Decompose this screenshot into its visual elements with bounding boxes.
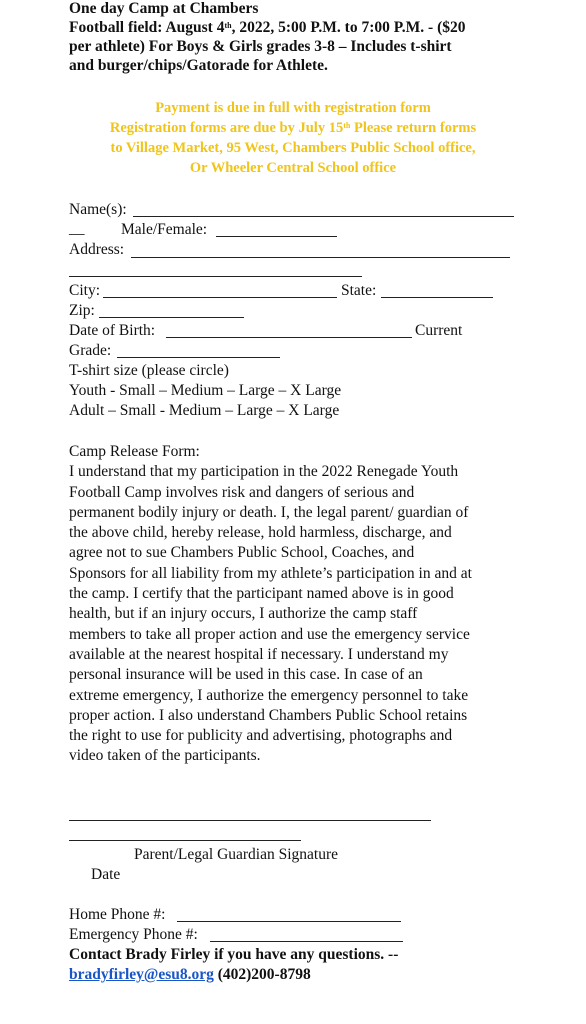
release-line: the right to use for publicity and advertising, photographs and: [69, 727, 453, 745]
home-phone-label: Home Phone #:: [69, 906, 166, 923]
release-line: health, but if an injury occurs, I authorize the camp staff: [69, 605, 418, 623]
camp-title: One day Camp at Chambers: [69, 0, 259, 17]
address-field-line-2[interactable]: [69, 276, 362, 277]
payment-notice-3: to Village Market, 95 West, Chambers Public School office,: [110, 140, 476, 156]
emergency-phone-field[interactable]: [210, 941, 403, 942]
address-field[interactable]: [131, 257, 510, 258]
state-label: State:: [341, 282, 377, 299]
release-line: proper action. I also understand Chambers Public School retains: [69, 706, 468, 724]
grade-field[interactable]: [117, 357, 280, 358]
zip-label: Zip:: [69, 302, 95, 319]
release-line: I understand that my participation in the 2022 Renegade Youth: [69, 463, 459, 481]
state-field[interactable]: [381, 297, 493, 298]
dob-field[interactable]: [166, 337, 412, 338]
payment-notice-2: [0, 118, 586, 138]
male-female-label: Male/Female:: [121, 221, 208, 238]
camp-time-text: , 2022, 5:00 P.M. to 7:00 P.M. - ($20: [231, 19, 466, 36]
deadline-ordinal: th: [343, 121, 351, 130]
release-section: [69, 442, 529, 767]
release-line: members to take all proper action and use the emergency service: [69, 625, 470, 643]
payment-notice-1: Payment is due in full with registration form: [155, 100, 431, 116]
release-line: video taken of the participants.: [69, 747, 261, 765]
release-line: the above child, hereby release, hold harmless, discharge, and: [69, 524, 452, 542]
names-label: Name(s):: [69, 201, 127, 218]
address-label: Address:: [69, 241, 125, 258]
deadline-text: Registration forms are due by July 15: [109, 120, 344, 136]
date-ordinal: th: [224, 21, 232, 30]
email-link[interactable]: bradyfirley@esu8.org: [69, 966, 214, 983]
home-phone-field[interactable]: [177, 921, 401, 922]
date-field[interactable]: [69, 840, 301, 841]
date-label: Date: [91, 866, 121, 883]
release-line: Football Camp involves risk and dangers of serious and: [69, 483, 415, 501]
names-field[interactable]: [133, 216, 514, 217]
camp-details-line-2: per athlete) For Boys & Girls grades 3-8 – Includes t-shirt: [69, 38, 452, 55]
contact-text: Contact Brady Firley if you have any questions. --: [69, 946, 399, 963]
signature-label: Parent/Legal Guardian Signature: [134, 846, 339, 863]
tshirt-label: T-shirt size (please circle): [69, 362, 229, 379]
grade-label: Grade:: [69, 342, 112, 359]
release-line: extreme emergency, I authorize the emergency personnel to take: [69, 686, 469, 704]
male-female-field[interactable]: [216, 236, 337, 237]
release-line: the camp. I certify that the participant named above is in good: [69, 585, 454, 603]
city-field[interactable]: [103, 297, 337, 298]
payment-notice-4: Or Wheeler Central School office: [189, 160, 397, 176]
city-label: City:: [69, 282, 101, 299]
youth-sizes[interactable]: Youth - Small – Medium – Large – X Large: [69, 382, 342, 399]
emergency-phone-label: Emergency Phone #:: [69, 926, 198, 943]
release-heading: Camp Release Form:: [69, 443, 200, 460]
adult-sizes[interactable]: Adult – Small - Medium – Large – X Large: [69, 402, 340, 419]
release-line: agree not to sue Chambers Public School, Coaches, and: [69, 544, 415, 562]
dash-mark: __: [69, 220, 85, 237]
camp-details-line-1: [69, 19, 466, 37]
camp-details-line-3: and burger/chips/Gatorade for Athlete.: [69, 57, 328, 74]
contact-info: [69, 965, 311, 985]
dob-label: Date of Birth:: [69, 322, 156, 339]
current-label: Current: [415, 322, 463, 339]
return-forms-text: Please return forms: [350, 120, 477, 136]
signature-field[interactable]: [69, 820, 431, 821]
release-line: Sponsors for all liability from my athlete’s participation in and at: [69, 564, 472, 582]
camp-date-text: Football field: August 4: [69, 19, 225, 36]
release-line: personal insurance will be used in this case. In case of an: [69, 666, 423, 684]
contact-phone: (402)200-8798: [217, 966, 311, 983]
release-line: available at the nearest hospital if necessary. I understand my: [69, 645, 449, 663]
release-line: permanent bodily injury or death. I, the legal parent/ guardian of: [69, 503, 469, 521]
zip-field[interactable]: [99, 317, 244, 318]
